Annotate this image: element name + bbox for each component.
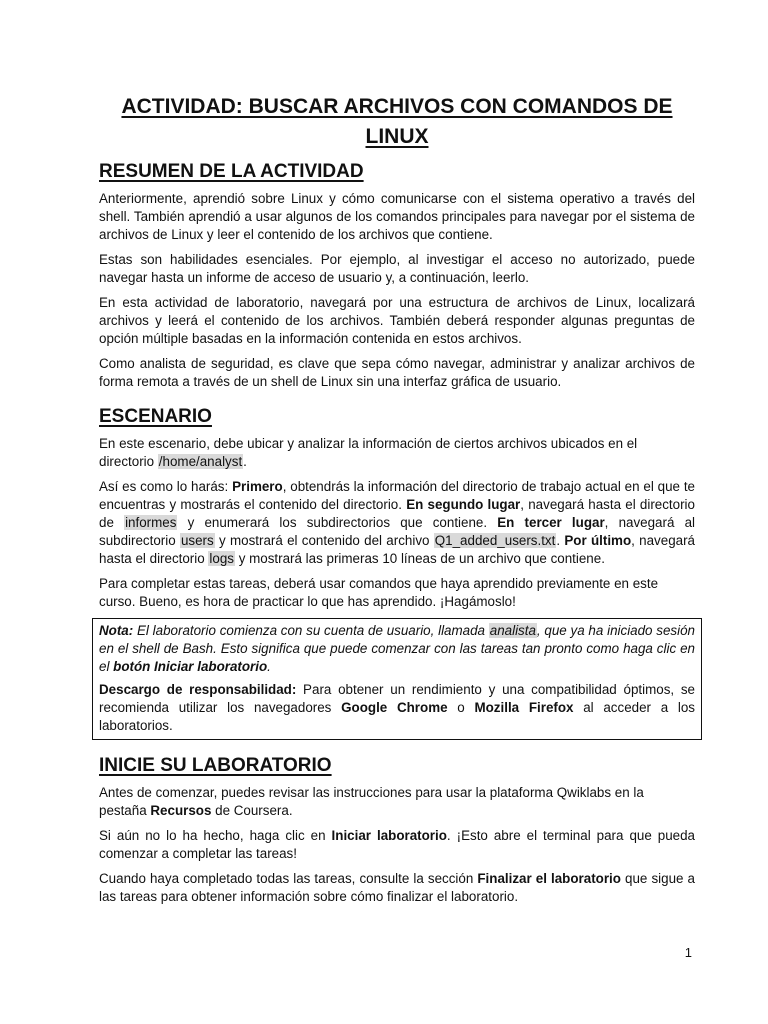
text-run: . xyxy=(556,533,565,548)
text-run: , obtendrás la información del directorio de trabajo actual en el que te encuentras y mostrarás el contenido del directorio. xyxy=(99,479,695,512)
bold-run: botón Iniciar laboratorio xyxy=(113,659,268,674)
bold-run: Finalizar el laboratorio xyxy=(477,871,621,886)
escenario-paragraph-1 xyxy=(99,435,695,471)
resumen-paragraph-2: Estas son habilidades esenciales. Por ejemplo, al investigar el acceso no autorizado, puede navegar hasta un informe de acceso de usuario y, a continuación, leerlo. xyxy=(99,252,695,285)
text-run: . xyxy=(267,659,271,674)
text-run: al acceder a los laboratorios. xyxy=(99,700,696,733)
text-run: que sigue a las tareas para obtener información sobre cómo finalizar el laboratorio. xyxy=(99,871,695,904)
inicie-paragraph-2 xyxy=(99,827,695,863)
text-run: de Coursera. xyxy=(211,803,293,818)
text-run: y mostrará las primeras 10 líneas de un archivo que contiene. xyxy=(235,551,605,566)
resumen-paragraph-3: En esta actividad de laboratorio, navegará por una estructura de archivos de Linux, localizará archivos y leerá el contenido de los archivos. También deberá responder algunas preguntas de opción múltiple basadas en la información contenida en estos archivos. xyxy=(99,295,695,346)
section-heading-inicie: INICIE SU LABORATORIO xyxy=(99,755,332,776)
resumen-paragraph-1: Anteriormente, aprendió sobre Linux y cómo comunicarse con el sistema operativo a través del shell. También aprendió a usar algunos de los comandos principales para navegar por el sistema de archivos de Linux y leer el contenido de los archivos que contiene. xyxy=(99,191,695,242)
section-heading-resumen: RESUMEN DE LA ACTIVIDAD xyxy=(99,161,364,182)
bold-run: Recursos xyxy=(150,803,212,818)
escenario-paragraph-2 xyxy=(99,478,695,568)
resumen-paragraph-4: Como analista de seguridad, es clave que sepa cómo navegar, administrar y analizar archivos de forma remota a través de un shell de Linux sin una interfaz gráfica de usuario. xyxy=(99,356,695,389)
page-number: 1 xyxy=(684,945,692,960)
text-run: Para obtener un rendimiento y una compatibilidad óptimos, se recomienda utilizar los navegadores xyxy=(99,682,696,715)
bold-run: Google Chrome xyxy=(341,700,448,715)
section-heading-escenario: ESCENARIO xyxy=(99,406,212,427)
bold-run: Mozilla Firefox xyxy=(474,700,574,715)
text-run: El laboratorio comienza con su cuenta de usuario, llamada xyxy=(133,623,489,638)
text-run: , navegará al subdirectorio xyxy=(99,515,695,548)
text-run: o xyxy=(447,700,475,715)
document-page xyxy=(99,92,695,913)
disclaimer-label: Descargo de responsabilidad: xyxy=(99,682,297,697)
note-label: Nota: xyxy=(99,623,134,638)
escenario-paragraph-3: Para completar estas tareas, deberá usar comandos que haya aprendido previamente en este curso. Bueno, es hora de practicar lo que has aprendido. ¡Hagámoslo! xyxy=(99,576,659,609)
text-run: y mostrará el contenido del archivo xyxy=(214,533,434,548)
bold-run: En segundo lugar xyxy=(406,497,521,512)
text-run: , navegará hasta el directorio de xyxy=(99,497,695,530)
note-paragraph xyxy=(99,622,695,676)
text-run: , que ya ha iniciado sesión en el shell de Bash. Esto significa que puede comenzar con las tareas tan pronto como haga clic en el xyxy=(99,623,695,674)
bold-run: En tercer lugar xyxy=(497,515,605,530)
dir-highlight-informes: informes xyxy=(125,515,177,530)
bold-run: Iniciar laboratorio xyxy=(331,828,447,843)
inicie-paragraph-1 xyxy=(99,784,695,820)
disclaimer-paragraph xyxy=(99,681,695,735)
dir-highlight-logs: logs xyxy=(209,551,234,566)
bold-run: Primero xyxy=(232,479,283,494)
note-box xyxy=(92,618,702,740)
user-highlight: analista xyxy=(489,623,536,638)
path-highlight: /home/analyst xyxy=(158,454,243,469)
text-run: Antes de comenzar, puedes revisar las instrucciones para usar la plataforma Qwiklabs en la pestaña xyxy=(99,785,644,818)
file-highlight: Q1_added_users.txt xyxy=(434,533,556,548)
text-run: Si aún no lo ha hecho, haga clic en xyxy=(99,828,332,843)
bold-run: Por último xyxy=(564,533,632,548)
text-run: . xyxy=(243,454,247,469)
text-run: En este escenario, debe ubicar y analizar la información de ciertos archivos ubicados en el directorio xyxy=(99,436,638,469)
document-title: ACTIVIDAD: BUSCAR ARCHIVOS CON COMANDOS DE LINUX xyxy=(121,95,673,148)
inicie-paragraph-3 xyxy=(99,870,695,906)
text-run: . ¡Esto abre el terminal para que pueda comenzar a completar las tareas! xyxy=(99,828,696,861)
text-run: Cuando haya completado todas las tareas, consulte la sección xyxy=(99,871,478,886)
text-run: y enumerará los subdirectorios que contiene. xyxy=(177,515,498,530)
text-run: , navegará hasta el directorio xyxy=(99,533,695,566)
text-run: Así es como lo harás: xyxy=(99,479,233,494)
dir-highlight-users: users xyxy=(180,533,214,548)
